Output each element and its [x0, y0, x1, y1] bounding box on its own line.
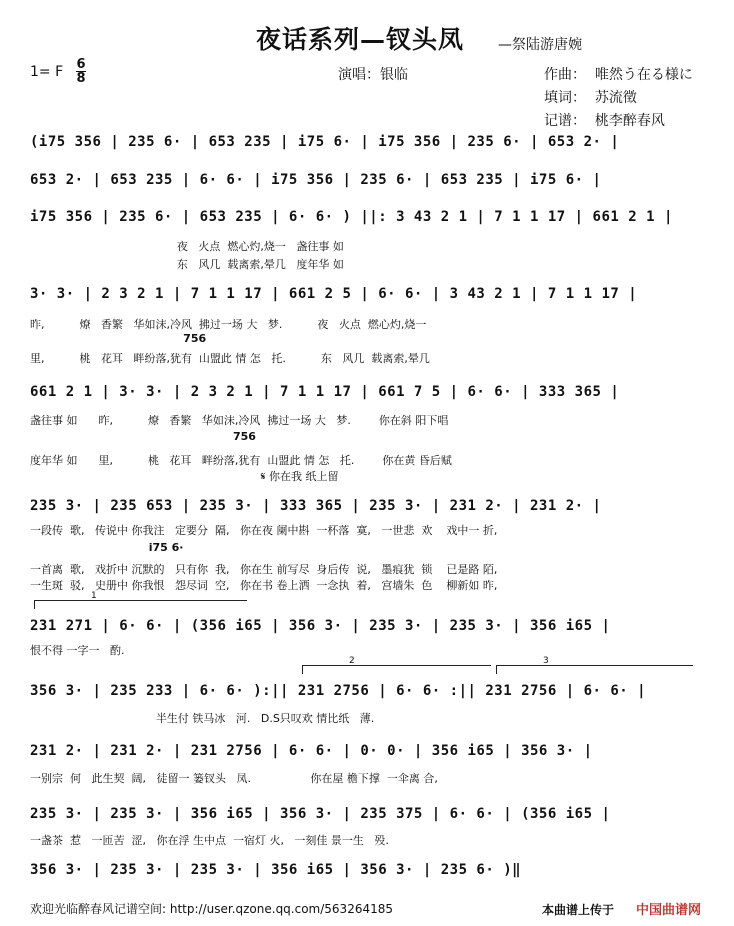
lyric-line-5a: 盏往事 如 昨, 燎 香繁 华如沫,冷风 拂过一场 大 梦. 你在斜 阳下唱 [30, 414, 449, 427]
lyric-line-8: 半生付 铁马冰 河. D.S只叹欢 情比纸 薄. [30, 712, 375, 725]
score-line-10: 235 3· | 235 3· | 356 i65 | 356 3· | 235 375 | 6· 6· | (356 i65 | [30, 806, 611, 822]
transcriber-credit: 记谱： 桃李醉春风 [544, 113, 665, 129]
time-signature-top: 6 [76, 57, 86, 72]
site-logo: 中国曲谱网 [636, 903, 702, 918]
score-line-6: 235 3· | 235 653 | 235 3· | 333 365 | 235 3· | 231 2· | 231 2· | [30, 498, 602, 514]
score-line-8: 356 3· | 235 233 | 6· 6· ):|| 231 2756 | 6· 6· :|| 231 2756 | 6· 6· | [30, 683, 647, 699]
score-line-1: (i75 356 | 235 6· | 653 235 | i75 6· | i75 356 | 235 6· | 653 2· | [30, 134, 620, 150]
lyric-line-7: 恨不得 一字一 酌. [30, 644, 125, 657]
lyric-line-3b: 东 风几 载离索,晕几 度年华 如 [30, 258, 344, 271]
score-line-4: 3· 3· | 2 3 2 1 | 7 1 1 17 | 661 2 5 | 6· 6· | 3 43 2 1 | 7 1 1 17 | [30, 286, 638, 302]
lyricist-credit: 填词： 苏流徵 [544, 90, 637, 106]
lyric-line-6c: 一生斑 驳, 史册中 你我恨 怨尽词 空, 你在书 卷上洒 一念执 着, 宫墙朱 色 柳新如 昨, [30, 579, 498, 592]
volta-label-2: 2 [349, 656, 355, 666]
lyric-line-5c: 𝄋 你在我 纸上留 [30, 470, 339, 483]
score-line-3: i75 356 | 235 6· | 653 235 | 6· 6· ) ||: 3 43 2 1 | 7 1 1 17 | 661 2 1 | [30, 209, 673, 225]
lyric-line-5b: 度年华 如 里, 桃 花耳 畔纷落,犹有 山盟此 情 怎 托. 你在黄 昏后赋 [30, 454, 452, 467]
footer-link-text: 欢迎光临醉春风记谱空间: http://user.qzone.qq.com/563264185 [30, 902, 394, 916]
volta-bracket-1 [34, 591, 247, 609]
volta-label-1: 1 [91, 591, 97, 601]
lyric-line-4-alt: 756 [30, 332, 207, 345]
volta-label-3: 3 [543, 656, 549, 666]
lyric-line-4a: 昨, 燎 香繁 华如沫,冷风 拂过一场 大 梦. 夜 火点 燃心灼,烧一 [30, 318, 427, 331]
lyric-line-5-alt: 756 [30, 430, 256, 443]
volta-bracket-2 [302, 656, 491, 674]
composer-credit: 作曲： 唯然う在る様に [544, 67, 693, 83]
song-subtitle: —祭陆游唐婉 [498, 37, 582, 53]
time-signature-bottom: 8 [76, 71, 86, 86]
lyric-line-9: 一别宗 何 此生契 阔, 徒留一 篓钗头 凤. 你在屋 檐下撑 一伞离 合, [30, 772, 438, 785]
score-line-5: 661 2 1 | 3· 3· | 2 3 2 1 | 7 1 1 17 | 661 7 5 | 6· 6· | 333 365 | [30, 384, 620, 400]
score-line-9: 231 2· | 231 2· | 231 2756 | 6· 6· | 0· 0· | 356 i65 | 356 3· | [30, 743, 593, 759]
key-signature: 1= F [30, 64, 64, 80]
lyric-line-4b: 里, 桃 花耳 畔纷落,犹有 山盟此 情 怎 托. 东 风几 载离索,晕几 [30, 352, 430, 365]
volta-bracket-3 [496, 656, 693, 674]
lyric-line-6a: 一段传 歌, 传说中 你我注 定要分 隔, 你在夜 阑中斟 一杯落 寞, 一世悲 欢 戏中一 折, [30, 524, 498, 537]
lyric-line-6b: 一首离 歌, 戏折中 沉默的 只有你 我, 你在生 前写尽 身后传 说, 墨痕犹 锁 已是路 陌, [30, 563, 498, 576]
time-signature [76, 58, 86, 85]
lyric-line-6-alt: i75 6· [30, 541, 184, 554]
song-title: 夜话系列—钗头凤 [256, 25, 465, 54]
score-line-2: 653 2· | 653 235 | 6· 6· | i75 356 | 235 6· | 653 235 | i75 6· | [30, 172, 602, 188]
footer-upload-note: 本曲谱上传于 [542, 903, 615, 917]
score-line-11: 356 3· | 235 3· | 235 3· | 356 i65 | 356 3· | 235 6· )‖ [30, 862, 522, 878]
lyric-line-10: 一盏茶 惹 一匝苦 涩, 你在浮 生中点 一宿灯 火, 一刻佳 景一生 殁. [30, 834, 389, 847]
lyric-line-3a: 夜 火点 燃心灼,烧一 盏往事 如 [30, 240, 344, 253]
score-line-7: 231 271 | 6· 6· | (356 i65 | 356 3· | 235 3· | 235 3· | 356 i65 | [30, 618, 611, 634]
singer-credit: 演唱：银临 [338, 67, 408, 83]
